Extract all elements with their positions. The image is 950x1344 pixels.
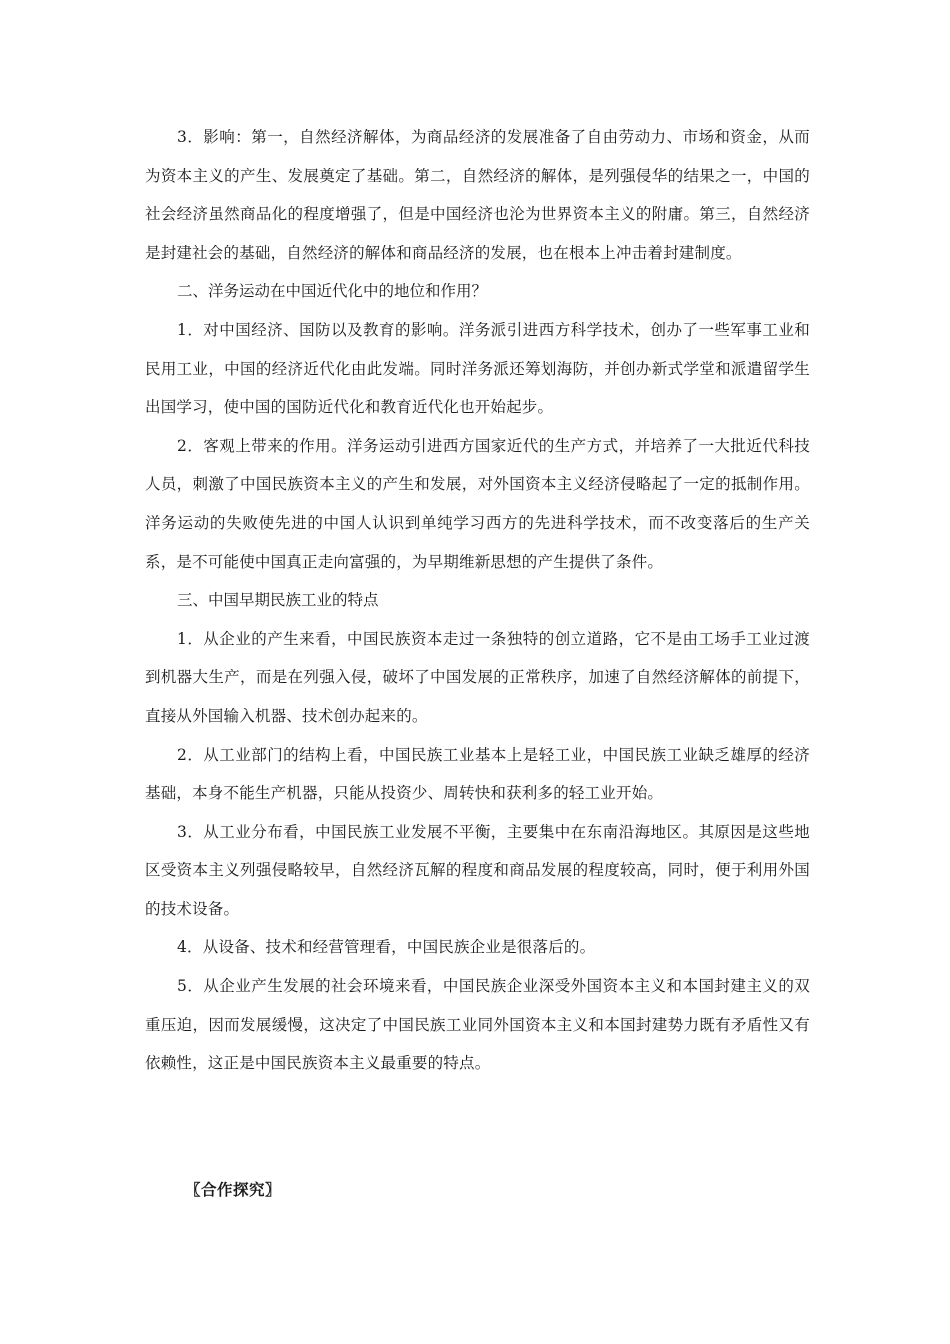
- paragraph-impact: 3．影响：第一，自然经济解体，为商品经济的发展准备了自由劳动力、市场和资金，从而为资本主义的产生、发展奠定了基础。第二，自然经济的解体，是列强侵华的结果之一，中国的社会经济虽然商品化的程度增强了，但是中国经济也沦为世界资本主义的附庸。第三，自然经济是封建社会的基础，自然经济的解体和商品经济的发展，也在根本上冲击着封建制度。: [145, 128, 810, 262]
- paragraph-westernization-point-1: 1．对中国经济、国防以及教育的影响。洋务派引进西方科学技术，创办了一些军事工业和民用工业，中国的经济近代化由此发端。同时洋务派还筹划海防，并创办新式学堂和派遣留学生出国学习，使中国的国防近代化和教育近代化也开始起步。: [145, 320, 810, 417]
- paragraph-industry-point-2: 2．从工业部门的结构上看，中国民族工业基本上是轻工业，中国民族工业缺乏雄厚的经济基础，本身不能生产机器，只能从投资少、周转快和获利多的轻工业开始。: [145, 745, 810, 803]
- paragraph-westernization-point-2: 2．客观上带来的作用。洋务运动引进西方国家近代的生产方式，并培养了一大批近代科技人员，刺激了中国民族资本主义的产生和发展，对外国资本主义经济侵略起了一定的抵制作用。洋务运动的失败使先进的中国人认识到单纯学习西方的先进科学技术，而不改变落后的生产关系，是不可能使中国真正走向富强的，为早期维新思想的产生提供了条件。: [145, 436, 810, 571]
- heading-westernization-movement: 二、洋务运动在中国近代化中的地位和作用？: [177, 282, 488, 301]
- section-title-cooperative-inquiry: 〖合作探究〗: [185, 1181, 282, 1199]
- paragraph-industry-point-5: 5．从企业产生发展的社会环境来看，中国民族企业深受外国资本主义和本国封建主义的双重压迫，因而发展缓慢，这决定了中国民族工业同外国资本主义和本国封建势力既有矛盾性又有依赖性，这正是中国民族资本主义最重要的特点。: [145, 977, 810, 1073]
- heading-national-industry: 三、中国早期民族工业的特点: [177, 591, 379, 610]
- paragraph-industry-point-1: 1．从企业的产生来看，中国民族资本走过一条独特的创立道路，它不是由工场手工业过渡到机器大生产，而是在列强入侵，破坏了中国发展的正常秩序，加速了自然经济解体的前提下，直接从外国输入机器、技术创办起来的。: [145, 629, 810, 725]
- paragraph-industry-point-3: 3．从工业分布看，中国民族工业发展不平衡，主要集中在东南沿海地区。其原因是这些地区受资本主义列强侵略较早，自然经济瓦解的程度和商品发展的程度较高，同时，便于利用外国的技术设备。: [145, 822, 810, 918]
- document-body: [145, 118, 810, 1083]
- paragraph-industry-point-4: 4．从设备、技术和经营管理看，中国民族企业是很落后的。: [177, 938, 596, 957]
